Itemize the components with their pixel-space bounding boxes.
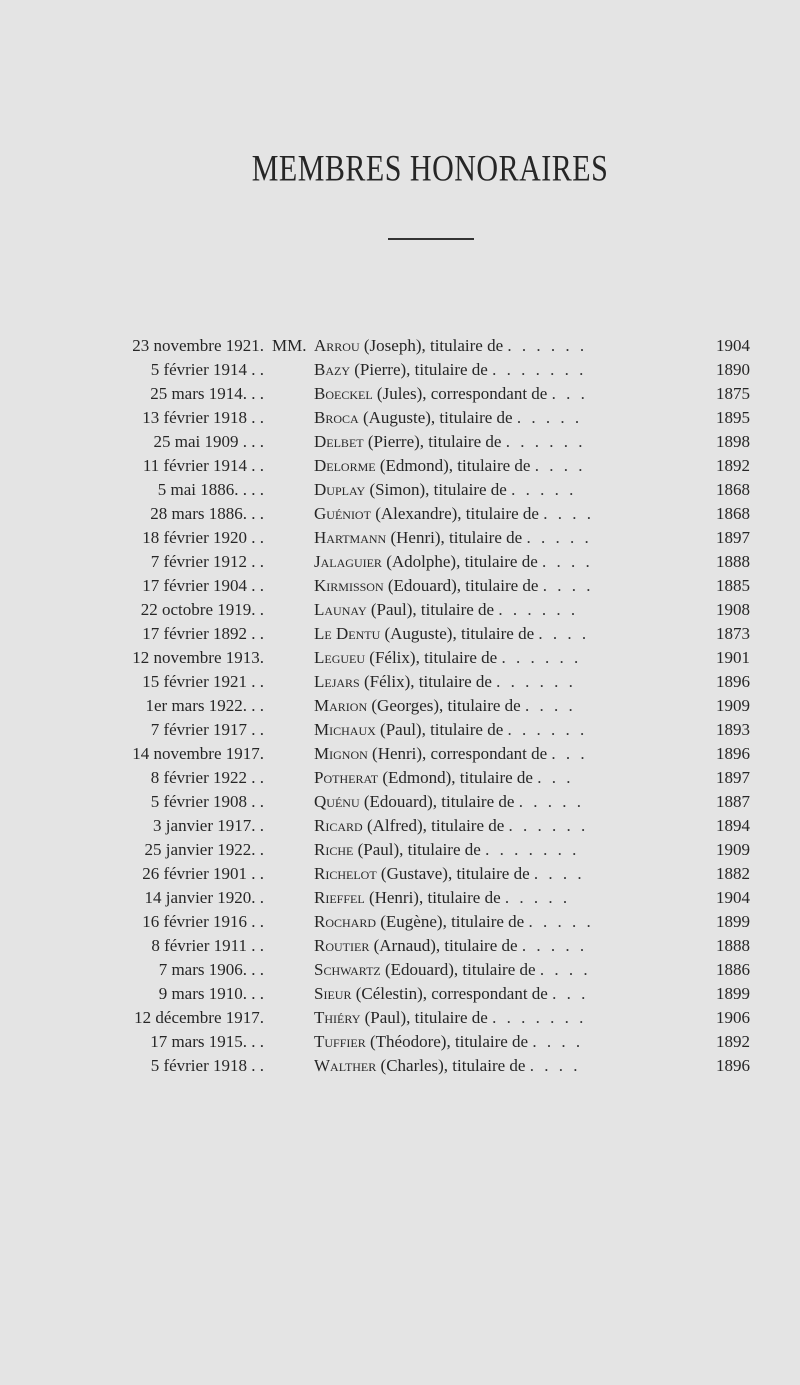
member-row xyxy=(0,1030,800,1054)
member-title: (Gustave), titulaire de xyxy=(376,864,530,883)
admission-date: 13 février 1918 . . xyxy=(142,408,264,427)
member-row xyxy=(0,574,800,598)
admission-date: 8 février 1911 . . xyxy=(151,936,264,955)
member-surname: Legueu xyxy=(314,648,366,667)
member-name xyxy=(314,334,748,358)
membership-year: 1887 xyxy=(716,792,750,811)
membership-year: 1896 xyxy=(716,1056,750,1075)
member-surname: Bazy xyxy=(314,360,351,379)
member-surname: Michaux xyxy=(314,720,376,739)
membership-year: 1892 xyxy=(716,456,750,475)
leader-dots: . . . . . xyxy=(504,888,571,907)
member-row xyxy=(0,1054,800,1078)
title-divider xyxy=(388,238,474,240)
member-title: (Célestin), correspondant de xyxy=(351,984,548,1003)
membership-year: 1897 xyxy=(716,768,750,787)
member-name xyxy=(314,718,748,742)
membership-year: 1894 xyxy=(716,816,750,835)
member-surname: Routier xyxy=(314,936,370,955)
member-name xyxy=(314,958,748,982)
member-name xyxy=(314,526,748,550)
member-title: (Edouard), titulaire de xyxy=(359,792,515,811)
leader-dots: . . . . xyxy=(534,456,586,475)
member-name xyxy=(314,550,748,574)
member-name xyxy=(314,1054,748,1078)
member-name xyxy=(314,670,748,694)
membership-year: 1893 xyxy=(716,720,750,739)
membership-year: 1873 xyxy=(716,624,750,643)
member-row xyxy=(0,862,800,886)
admission-date: 25 mars 1914. . . xyxy=(150,384,264,403)
member-name xyxy=(314,478,748,502)
member-name xyxy=(314,838,748,862)
page-title: MEMBRES HONORAIRES xyxy=(251,148,609,190)
member-name xyxy=(314,886,748,910)
member-row xyxy=(0,1006,800,1030)
member-title: (Eugène), titulaire de xyxy=(376,912,525,931)
member-title: (Simon), titulaire de xyxy=(365,480,507,499)
admission-date: 25 mai 1909 . . . xyxy=(153,432,264,451)
leader-dots: . . . . xyxy=(538,624,590,643)
member-title: (Auguste), titulaire de xyxy=(380,624,535,643)
member-name xyxy=(314,1030,748,1054)
member-title: (Adolphe), titulaire de xyxy=(381,552,538,571)
admission-date: 23 novembre 1921. xyxy=(132,336,264,355)
member-surname: Arrou xyxy=(314,336,360,355)
membership-year: 1890 xyxy=(716,360,750,379)
honorific-prefix: MM. xyxy=(272,336,307,355)
member-title: (Edmond), titulaire de xyxy=(378,768,533,787)
leader-dots: . . . . . xyxy=(511,480,577,499)
admission-date: 5 février 1918 . . xyxy=(150,1056,264,1075)
membership-year: 1908 xyxy=(716,600,750,619)
member-title: (Théodore), titulaire de xyxy=(365,1032,529,1051)
member-row xyxy=(0,454,800,478)
member-surname: Broca xyxy=(314,408,359,427)
leader-dots: . . . . . . xyxy=(498,600,579,619)
admission-date: 28 mars 1886. . . xyxy=(150,504,264,523)
member-name xyxy=(314,862,748,886)
member-row xyxy=(0,838,800,862)
membership-year: 1868 xyxy=(716,480,750,499)
admission-date: 16 février 1916 . . xyxy=(142,912,264,931)
admission-date: 7 février 1917 . . xyxy=(150,720,264,739)
member-name xyxy=(314,694,748,718)
leader-dots: . . . . . xyxy=(526,528,592,547)
member-surname: Schwartz xyxy=(314,960,381,979)
member-row xyxy=(0,382,800,406)
member-surname: Jalaguier xyxy=(314,552,382,571)
member-surname: Rochard xyxy=(314,912,377,931)
admission-date: 26 février 1901 . . xyxy=(142,864,264,883)
member-row xyxy=(0,694,800,718)
member-surname: Riche xyxy=(314,840,354,859)
admission-date: 11 février 1914 . . xyxy=(142,456,264,475)
member-name xyxy=(314,934,748,958)
membership-year: 1899 xyxy=(716,984,750,1003)
membership-year: 1886 xyxy=(716,960,750,979)
leader-dots: . . . . . . xyxy=(507,720,588,739)
member-surname: Launay xyxy=(314,600,367,619)
member-title: (Pierre), titulaire de xyxy=(350,360,488,379)
membership-year: 1898 xyxy=(716,432,750,451)
member-title: (Auguste), titulaire de xyxy=(358,408,513,427)
leader-dots: . . . . . xyxy=(518,792,584,811)
member-name xyxy=(314,766,748,790)
membership-year: 1896 xyxy=(716,672,750,691)
admission-date: 14 janvier 1920. . xyxy=(144,888,264,907)
member-name xyxy=(314,622,748,646)
member-row xyxy=(0,910,800,934)
membership-year: 1885 xyxy=(716,576,750,595)
member-name xyxy=(314,646,748,670)
admission-date: 1er mars 1922. . . xyxy=(145,696,264,715)
membership-year: 1904 xyxy=(716,336,750,355)
member-name xyxy=(314,598,748,622)
member-surname: Tuffier xyxy=(314,1032,366,1051)
leader-dots: . . . . xyxy=(529,1056,581,1075)
member-name xyxy=(314,1006,748,1030)
leader-dots: . . . . . xyxy=(521,936,588,955)
member-row xyxy=(0,670,800,694)
member-surname: Potherat xyxy=(314,768,379,787)
admission-date: 12 décembre 1917. xyxy=(134,1008,264,1027)
member-surname: Thiéry xyxy=(314,1008,361,1027)
member-name xyxy=(314,814,748,838)
leader-dots: . . . . . . xyxy=(501,648,582,667)
membership-year: 1909 xyxy=(716,840,750,859)
member-title: (Georges), titulaire de xyxy=(367,696,521,715)
member-row xyxy=(0,958,800,982)
leader-dots: . . . . . . . xyxy=(485,840,580,859)
member-row xyxy=(0,598,800,622)
leader-dots: . . . xyxy=(551,744,588,763)
admission-date: 5 février 1908 . . xyxy=(150,792,264,811)
admission-date: 8 février 1922 . . xyxy=(150,768,264,787)
member-surname: Kirmisson xyxy=(314,576,384,595)
member-surname: Delbet xyxy=(314,432,364,451)
member-row xyxy=(0,934,800,958)
member-row xyxy=(0,982,800,1006)
admission-date: 9 mars 1910. . . xyxy=(158,984,264,1003)
leader-dots: . . . . xyxy=(524,696,576,715)
member-title: (Edmond), titulaire de xyxy=(375,456,531,475)
membership-year: 1868 xyxy=(716,504,750,523)
leader-dots: . . . . . . . xyxy=(492,360,587,379)
leader-dots: . . . . . xyxy=(516,408,583,427)
member-row xyxy=(0,886,800,910)
member-surname: Hartmann xyxy=(314,528,387,547)
admission-date: 25 janvier 1922. . xyxy=(144,840,264,859)
member-row xyxy=(0,646,800,670)
member-name xyxy=(314,406,748,430)
member-surname: Delorme xyxy=(314,456,376,475)
member-row xyxy=(0,742,800,766)
member-name xyxy=(314,742,748,766)
leader-dots: . . . . xyxy=(533,864,585,883)
member-surname: Sieur xyxy=(314,984,352,1003)
admission-date: 7 mars 1906. . . xyxy=(158,960,264,979)
membership-year: 1892 xyxy=(716,1032,750,1051)
member-title: (Paul), titulaire de xyxy=(353,840,481,859)
member-row xyxy=(0,358,800,382)
membership-year: 1909 xyxy=(716,696,750,715)
member-title: (Henri), titulaire de xyxy=(364,888,501,907)
member-row xyxy=(0,526,800,550)
admission-date: 7 février 1912 . . xyxy=(150,552,264,571)
member-surname: Rieffel xyxy=(314,888,365,907)
membership-year: 1896 xyxy=(716,744,750,763)
leader-dots: . . . . . . xyxy=(496,672,576,691)
admission-date: 5 février 1914 . . xyxy=(150,360,264,379)
admission-date: 14 novembre 1917. xyxy=(132,744,264,763)
member-title: (Alexandre), titulaire de xyxy=(370,504,539,523)
member-surname: Guéniot xyxy=(314,504,371,523)
admission-date: 17 mars 1915. . . xyxy=(150,1032,264,1051)
member-title: (Henri), titulaire de xyxy=(386,528,523,547)
member-title: (Edouard), titulaire de xyxy=(383,576,539,595)
admission-date: 17 février 1892 . . xyxy=(142,624,264,643)
membership-year: 1904 xyxy=(716,888,750,907)
member-title: (Alfred), titulaire de xyxy=(362,816,505,835)
member-title: (Charles), titulaire de xyxy=(376,1056,526,1075)
leader-dots: . . . . xyxy=(543,504,594,523)
member-name xyxy=(314,430,748,454)
member-surname: Duplay xyxy=(314,480,366,499)
leader-dots: . . . . . . . xyxy=(492,1008,587,1027)
membership-year: 1888 xyxy=(716,936,750,955)
membership-year: 1895 xyxy=(716,408,750,427)
membership-year: 1899 xyxy=(716,912,750,931)
admission-date: 15 février 1921 . . xyxy=(142,672,264,691)
membership-year: 1875 xyxy=(716,384,750,403)
member-name xyxy=(314,358,748,382)
member-row xyxy=(0,334,800,358)
leader-dots: . . . . xyxy=(532,1032,584,1051)
member-title: (Félix), titulaire de xyxy=(365,648,498,667)
member-name xyxy=(314,982,748,1006)
leader-dots: . . . . xyxy=(541,552,593,571)
member-surname: Mignon xyxy=(314,744,368,763)
admission-date: 3 janvier 1917. . xyxy=(153,816,264,835)
member-surname: Boeckel xyxy=(314,384,373,403)
member-surname: Lejars xyxy=(314,672,360,691)
member-surname: Walther xyxy=(314,1056,377,1075)
members-list xyxy=(0,334,800,1078)
leader-dots: . . . . . xyxy=(528,912,594,931)
member-name xyxy=(314,910,748,934)
member-title: (Félix), titulaire de xyxy=(359,672,492,691)
member-title: (Pierre), titulaire de xyxy=(363,432,502,451)
member-title: (Paul), titulaire de xyxy=(375,720,504,739)
member-surname: Le Dentu xyxy=(314,624,381,643)
member-title: (Henri), correspondant de xyxy=(367,744,548,763)
member-row xyxy=(0,550,800,574)
admission-date: 12 novembre 1913. xyxy=(132,648,264,667)
member-title: (Jules), correspondant de xyxy=(372,384,548,403)
member-name xyxy=(314,574,748,598)
member-title: (Paul), titulaire de xyxy=(360,1008,488,1027)
admission-date: 22 octobre 1919. . xyxy=(140,600,264,619)
leader-dots: . . . xyxy=(552,984,589,1003)
membership-year: 1888 xyxy=(716,552,750,571)
admission-date: 17 février 1904 . . xyxy=(142,576,264,595)
leader-dots: . . . . . . xyxy=(507,336,588,355)
member-row xyxy=(0,766,800,790)
admission-date: 18 février 1920 . . xyxy=(142,528,264,547)
member-row xyxy=(0,406,800,430)
membership-year: 1897 xyxy=(716,528,750,547)
leader-dots: . . . . xyxy=(539,960,591,979)
leader-dots: . . . xyxy=(537,768,574,787)
member-name xyxy=(314,502,748,526)
leader-dots: . . . . . . xyxy=(505,432,586,451)
member-name xyxy=(314,382,748,406)
membership-year: 1901 xyxy=(716,648,750,667)
member-row xyxy=(0,790,800,814)
member-row xyxy=(0,718,800,742)
leader-dots: . . . . xyxy=(542,576,594,595)
member-row xyxy=(0,814,800,838)
member-row xyxy=(0,622,800,646)
member-surname: Quénu xyxy=(314,792,360,811)
member-title: (Arnaud), titulaire de xyxy=(369,936,518,955)
leader-dots: . . . xyxy=(551,384,588,403)
member-row xyxy=(0,430,800,454)
member-surname: Richelot xyxy=(314,864,377,883)
member-row xyxy=(0,478,800,502)
member-name xyxy=(314,454,748,478)
membership-year: 1906 xyxy=(716,1008,750,1027)
member-surname: Ricard xyxy=(314,816,363,835)
member-surname: Marion xyxy=(314,696,368,715)
member-title: (Paul), titulaire de xyxy=(366,600,495,619)
member-title: (Edouard), titulaire de xyxy=(380,960,536,979)
member-title: (Joseph), titulaire de xyxy=(359,336,504,355)
member-row xyxy=(0,502,800,526)
leader-dots: . . . . . . xyxy=(508,816,589,835)
member-name xyxy=(314,790,748,814)
membership-year: 1882 xyxy=(716,864,750,883)
admission-date: 5 mai 1886. . . . xyxy=(157,480,264,499)
